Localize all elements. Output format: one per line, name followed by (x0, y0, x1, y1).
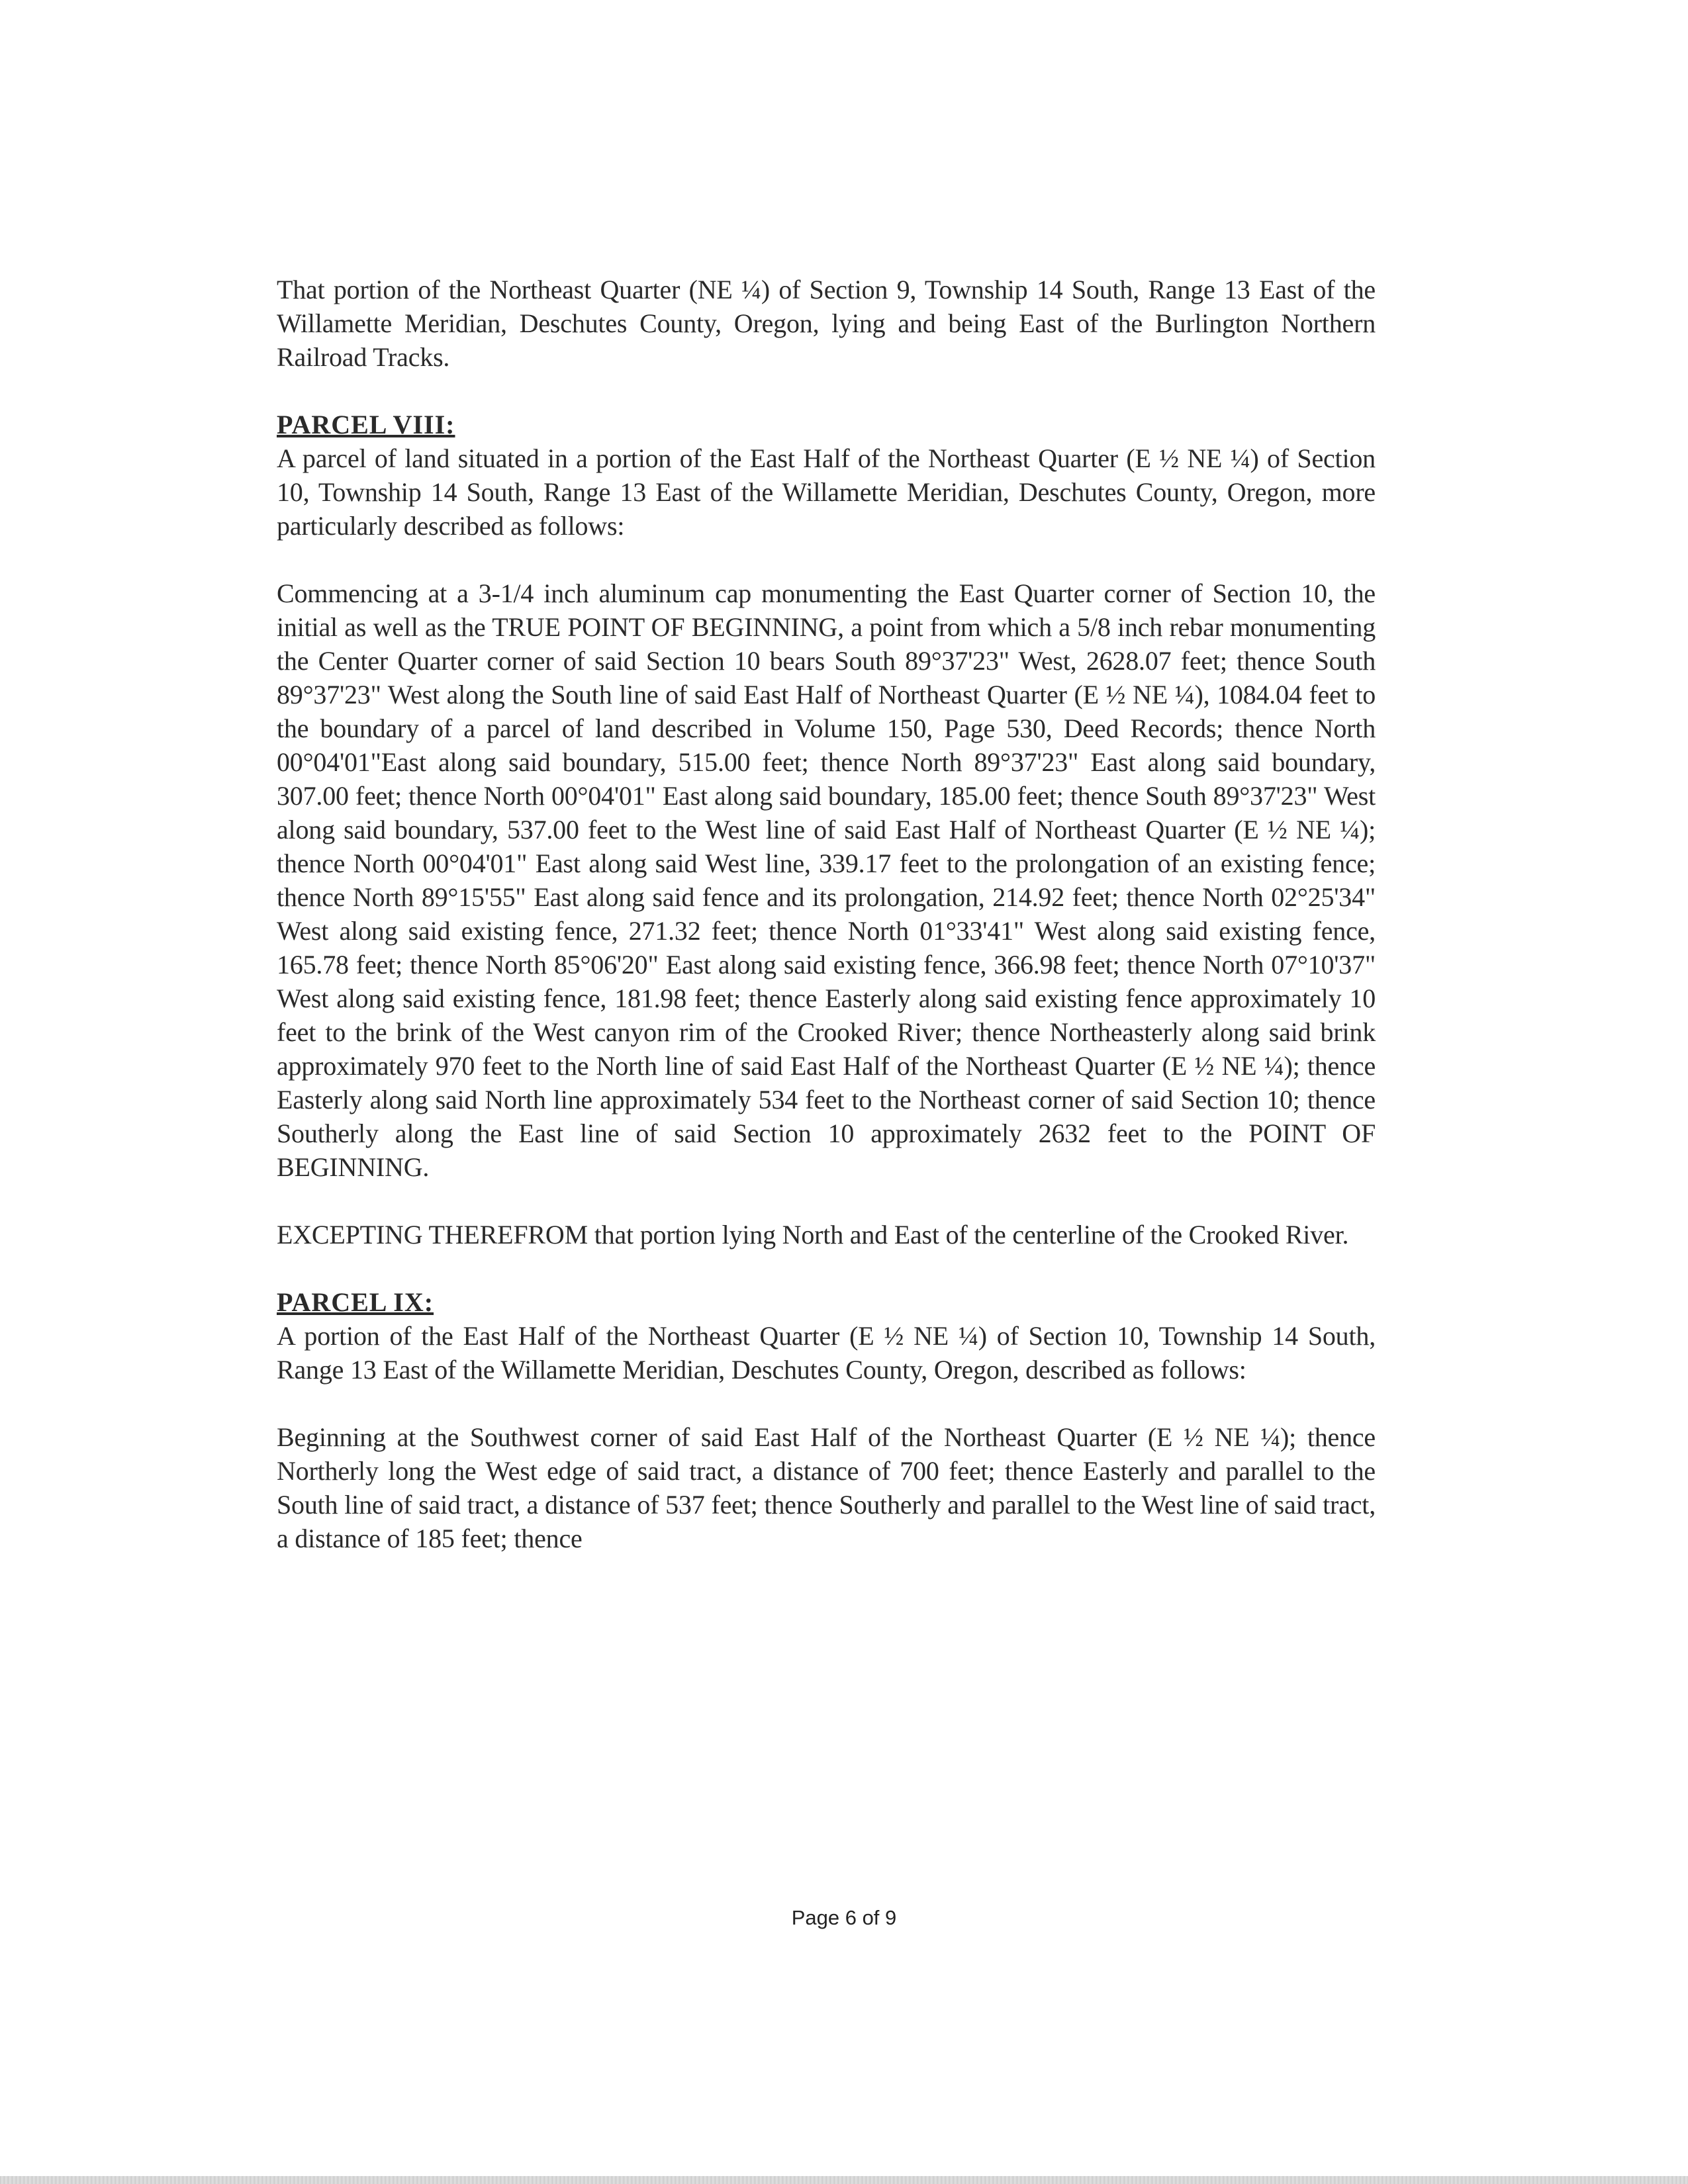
parcel-viii-legal-description: Commencing at a 3-1/4 inch aluminum cap monumenting the East Quarter corner of Section 10, the initial as well as the TRUE POINT OF BEGINNING, a point from which a 5/8 inch rebar monumenting the Center Quarter corner of said Section 10 bears South 89°37'23" West, 2628.07 feet; thence South 89°37'23" West along the South line of said East Half of Northeast Quarter (E ½ NE ¼), 1084.04 feet to the boundary of a parcel of land described in Volume 150, Page 530, Deed Records; thence North 00°04'01"East along said boundary, 515.00 feet; thence North 89°37'23" East along said boundary, 307.00 feet; thence North 00°04'01" East along said boundary, 185.00 feet; thence South 89°37'23" West along said boundary, 537.00 feet to the West line of said East Half of Northeast Quarter (E ½ NE ¼); thence North 00°04'01" East along said West line, 339.17 feet to the prolongation of an existing fence; thence North 89°15'55" East along said fence and its prolongation, 214.92 feet; thence North 02°25'34" West along said existing fence, 271.32 feet; thence North 01°33'41" West along said existing fence, 165.78 feet; thence North 85°06'20" East along said existing fence, 366.98 feet; thence North 07°10'37" West along said existing fence, 181.98 feet; thence Easterly along said existing fence approximately 10 feet to the brink of the West canyon rim of the Crooked River; thence Northeasterly along said brink approximately 970 feet to the North line of said East Half of the Northeast Quarter (E ½ NE ¼); thence Easterly along said North line approximately 534 feet to the Northeast corner of said Section 10; thence Southerly along the East line of said Section 10 approximately 2632 feet to the POINT OF BEGINNING. (277, 578, 1376, 1182)
parcel-ix-description: A portion of the East Half of the Northeast Quarter (E ½ NE ¼) of Section 10, Township 14 South, Range 13 East of the Willamette Meridian, Deschutes County, Oregon, described as follows: (277, 1321, 1376, 1385)
spacer (277, 374, 1376, 408)
spacer (277, 1387, 1376, 1420)
parcel-ix-heading: PARCEL IX: (277, 1287, 434, 1317)
scan-edge (0, 2176, 1688, 2184)
intro-paragraph: That portion of the Northeast Quarter (NE ¼) of Section 9, Township 14 South, Range 13 East of the Willamette Meridian, Deschutes County, Oregon, lying and being East of the Burlington Northern Railroad Tracks. (277, 275, 1376, 372)
page-number: Page 6 of 9 (791, 1906, 897, 1929)
parcel-viii-exception: EXCEPTING THEREFROM that portion lying North and East of the centerline of the Crooked River. (277, 1220, 1349, 1250)
spacer (277, 1251, 1376, 1285)
parcel-viii-description: A parcel of land situated in a portion of the East Half of the Northeast Quarter (E ½ NE ¼) of Section 10, Township 14 South, Range 13 East of the Willamette Meridian, Deschutes County, Oregon, more particularly described as follows: (277, 443, 1376, 541)
spacer (277, 1184, 1376, 1218)
parcel-ix-legal-description: Beginning at the Southwest corner of said East Half of the Northeast Quarter (E ½ NE ¼); thence Northerly long the West edge of said tract, a distance of 700 feet; thence Easterly and parallel to the South line of said tract, a distance of 537 feet; thence Southerly and parallel to the West line of said tract, a distance of 185 feet; thence (277, 1422, 1376, 1553)
spacer (277, 543, 1376, 576)
parcel-viii-heading: PARCEL VIII: (277, 410, 455, 439)
document-body (277, 273, 1376, 1555)
